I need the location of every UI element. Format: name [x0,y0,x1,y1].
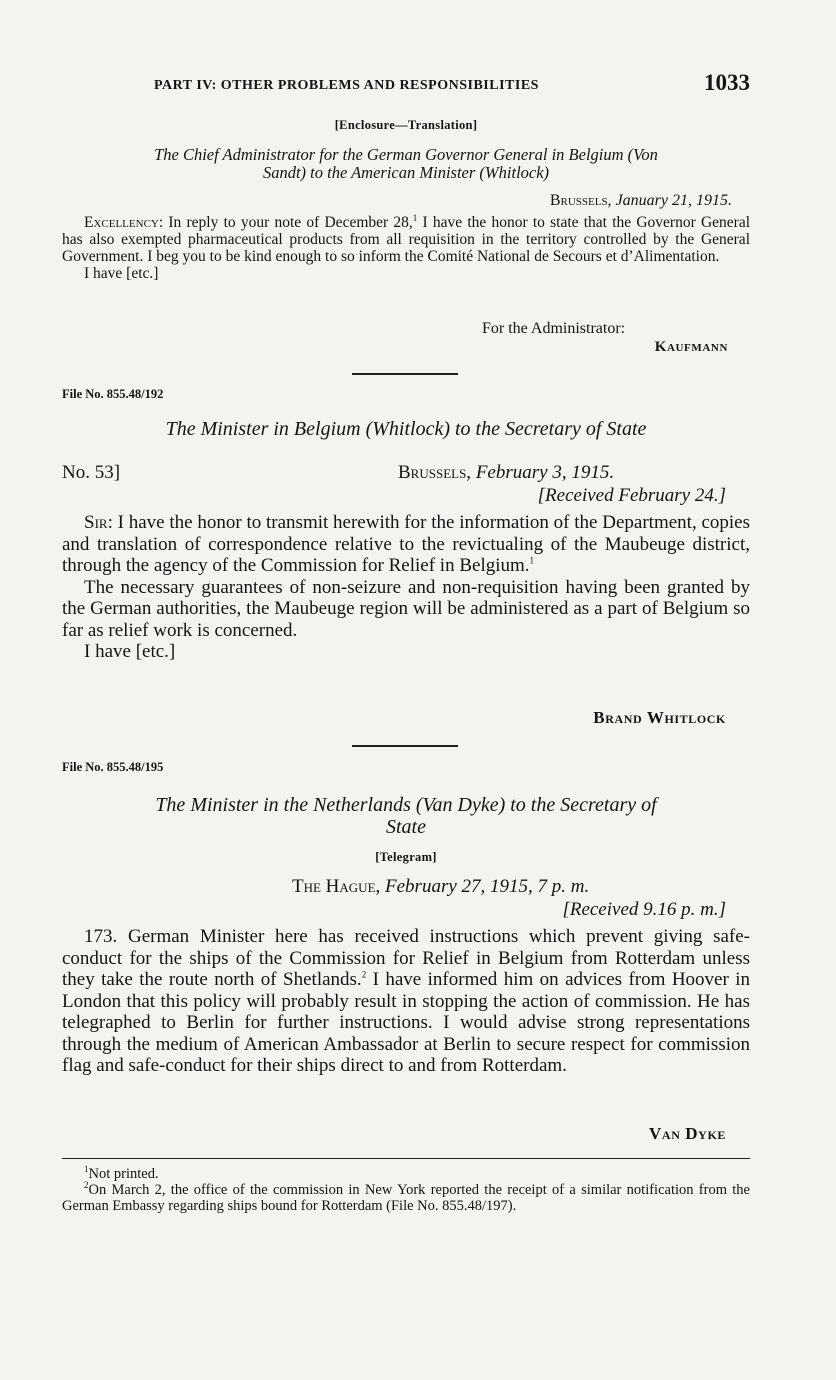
doc3-file-number: File No. 855.48/195 [62,760,164,774]
doc3-date: February 27, 1915, 7 p. m. [385,876,590,897]
running-title: PART IV: OTHER PROBLEMS AND RESPONSIBILITIES [154,78,539,93]
section-divider [352,745,458,747]
doc2-place: Brussels, [398,462,472,483]
footnote-ref-1: 1 [412,212,418,223]
doc3-title-line2: State [386,816,426,838]
doc1-place: Brussels, [549,192,612,209]
doc1-title-line2: Sandt) to the American Minister (Whitlock) [262,163,550,182]
footnote-ref-1: 1 [529,555,535,566]
doc3-paragraph: 173. German Minister here has received instructions which prevent giving safe-conduct for the ships of the Commission for Relief in Belgium from Rotterdam unless they take the route north of Shetlands.$^2$ I have informed him on advices from Hoover in London that this policy will probably result in stopping the action of commission. He has telegraphed to Berlin for further instructions. I would advise strong representations through the medium of American Ambassador at Berlin to secure respect for commission flag and safe-conduct for their ships direct to and from Rotterdam. [62,926,751,1076]
doc1-dateline [62,192,732,210]
doc2-title: The Minister in Belgium (Whitlock) to the Secretary of State [165,418,647,440]
doc2-file-number: File No. 855.48/192 [62,387,164,401]
doc3-title [62,794,750,838]
doc3-received: [Received 9.16 p. m.] [562,899,726,920]
telegram-label: [Telegram] [375,850,437,864]
doc2-number: No. 53] [62,462,121,483]
section-divider [352,373,458,375]
doc1-closing: I have [etc.] [84,265,159,282]
footnote-1: $^1$Not printed. [84,1164,159,1182]
doc3-body [62,926,750,1077]
running-header [62,70,750,104]
page-number: 1033 [704,70,750,95]
doc2-received: [Received February 24.] [537,485,726,506]
footnote-rule [62,1158,750,1159]
doc2-closing: I have [etc.] [84,641,176,662]
doc1-signoff: For the Administrator: [482,320,626,337]
doc1-title-line1: The Chief Administrator for the German Governor General in Belgium (Von [154,145,658,164]
doc3-dateline [292,876,742,898]
doc1-title [62,146,750,182]
doc1-salutation: Excellency: [84,214,164,231]
doc2-paragraph-2: The necessary guarantees of non-seizure and non-requisition having been granted by the German authorities, the Maubeuge region will be administered as a part of Belgium so far as relief work is concerned. [62,576,750,641]
doc3-title-line1: The Minister in the Netherlands (Van Dyke) to the Secretary of [155,794,657,816]
doc2-salutation: Sir: [84,512,113,533]
doc2-dateline [398,462,748,484]
doc3-place: The Hague, [292,876,381,897]
doc2-date: February 3, 1915. [475,462,615,483]
doc1-signature: Kaufmann [654,339,728,355]
doc2-signature: Brand Whitlock [593,708,726,727]
doc1-date: January 21, 1915. [615,192,732,209]
doc1-body-b: I have the honor to state that the Governor General has also exempted pharmaceutical products from all requisition in the territory controlled by the General Government. I beg you to be kind enough to so inform the Comité National de Secours et d’Alimentation. [62,214,751,265]
doc1-body-a: In reply to your note of December 28, [168,214,413,231]
doc1-paragraph [62,214,750,265]
footnotes [62,1166,750,1214]
doc2-body [62,512,750,663]
doc2-paragraph-1: Sir: I have the honor to transmit herewith for the information of the Department, copies and translation of correspondence relative to the revictualing of the Maubeuge district, through the agency of the Commission for Relief in Belgium.$^1$ [62,512,751,576]
footnote-2: $^2$On March 2, the office of the commission in New York reported the receipt of a similar notification from the German Embassy regarding ships bound for Rotterdam (File No. 855.48/197). [62,1180,750,1214]
enclosure-label: [Enclosure—Translation] [334,118,478,132]
footnote-ref-2: 2 [361,969,367,980]
doc1-body [62,214,750,282]
doc3-signature: Van Dyke [649,1124,726,1143]
